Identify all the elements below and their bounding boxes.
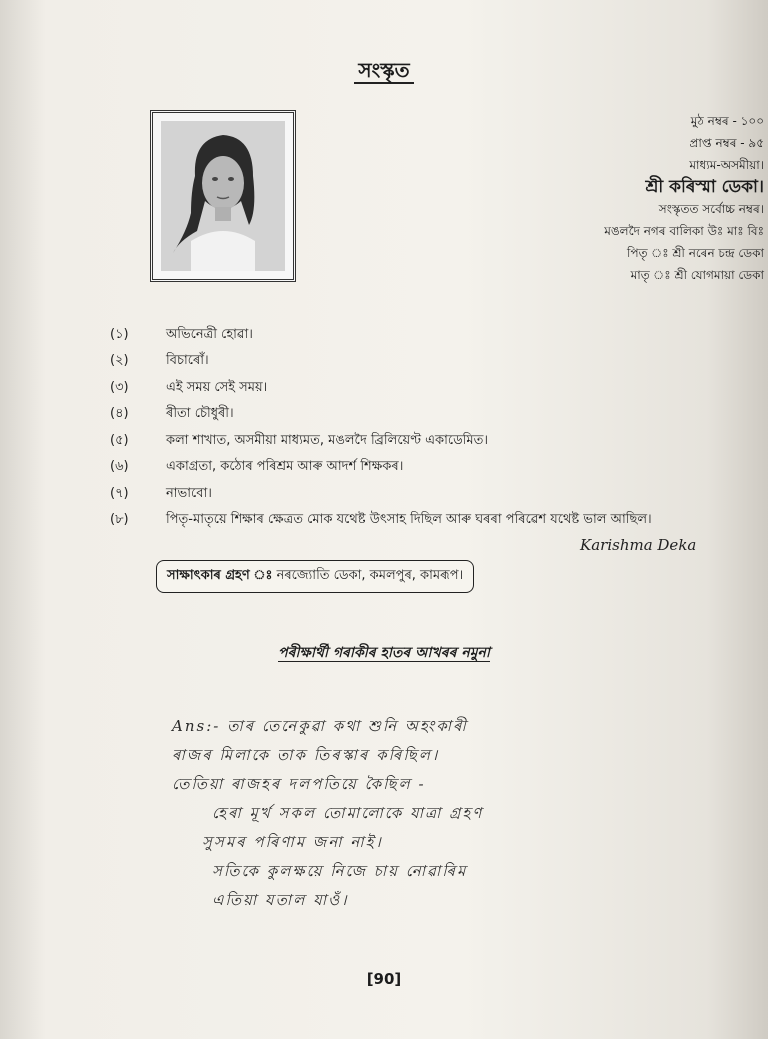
handwriting-line: এতিয়া যতাল যাওঁ। [212, 891, 349, 909]
handwriting-line: সতিকে কুলক্ষয়ে নিজে চায় নোৱাৰিম [212, 862, 468, 880]
signature: Karishma Deka [580, 536, 697, 554]
handwriting-line: Ans:- তাৰ তেনেকুৱা কথা শুনি অহংকাৰী [172, 717, 468, 735]
list-item: (৬) একাগ্ৰতা, কঠোৰ পৰিশ্ৰম আৰু আদৰ্শ শিক্ষকৰ। [110, 459, 404, 475]
answer-list [110, 322, 750, 534]
list-item: (২) বিচাৰোঁ। [110, 353, 209, 369]
candidate-info [604, 110, 764, 286]
list-item: (৩) এই সময় সেই সময়। [110, 379, 268, 395]
mother-name: মাতৃ ঃ শ্ৰী যোগমায়া ডেকা [630, 268, 764, 282]
handwriting-line: হেৰা মূৰ্খ সকল তোমালোকে যাত্ৰা গ্ৰহণ [212, 804, 484, 822]
interview-label: সাক্ষাৎকাৰ গ্ৰহণ ঃ [167, 568, 273, 583]
interview-value: নৰজ্যোতি ডেকা, কমলপুৰ, কামৰূপ। [276, 568, 464, 583]
list-item: (৮) পিতৃ-মাতৃয়ে শিক্ষাৰ ক্ষেত্ৰত মোক যথেষ্ট উৎসাহ দিছিল আৰু ঘৰৰা পৰিৱেশ যথেষ্ট ভাল আছিল। [110, 512, 652, 528]
medium: মাধ্যম-অসমীয়া। [689, 158, 764, 172]
candidate-photo [150, 110, 296, 282]
portrait-image [161, 121, 285, 271]
subject-heading: সংস্কৃত [0, 56, 768, 89]
interview-box [156, 560, 474, 593]
handwriting-line: ৰাজৰ মিলাকে তাক তিৰস্কাৰ কৰিছিল। [172, 746, 440, 764]
school-name: মঙলদৈ নগৰ বালিকা উঃ মাঃ বিঃ [604, 224, 764, 238]
obtained-marks: প্ৰাপ্ত নম্বৰ - ৯৫ [689, 136, 764, 150]
page-number: [90] [366, 970, 402, 988]
total-marks: মুঠ নম্বৰ - ১০০ [690, 114, 764, 128]
list-item: (৭) নাভাবো। [110, 485, 212, 501]
candidate-name: শ্ৰী কৰিস্মা ডেকা। [645, 177, 764, 197]
handwriting-line: সুসমৰ পৰিণাম জনা নাই। [202, 833, 383, 851]
handwriting-sample-heading: পৰীক্ষাৰ্থী গৰাকীৰ হাতৰ আখৰৰ নমুনা [278, 645, 490, 661]
list-item: (৪) ৰীতা চৌধুৰী। [110, 406, 234, 422]
handwriting-line: তেতিয়া ৰাজহৰ দলপতিয়ে কৈছিল - [172, 775, 426, 793]
list-item: (১) অভিনেত্ৰী হোৱা। [110, 326, 253, 342]
list-item: (৫) কলা শাখাত, অসমীয়া মাধ্যমত, মঙলদৈ ব্ৰিলিয়েণ্ট একাডেমিত। [110, 432, 489, 448]
handwriting-sample [172, 712, 732, 915]
father-name: পিতৃ ঃ শ্ৰী নৰেন চন্দ্ৰ ডেকা [627, 246, 764, 260]
highest-marks-note: সংস্কৃতত সৰ্বোচ্চ নম্বৰ। [658, 202, 764, 216]
